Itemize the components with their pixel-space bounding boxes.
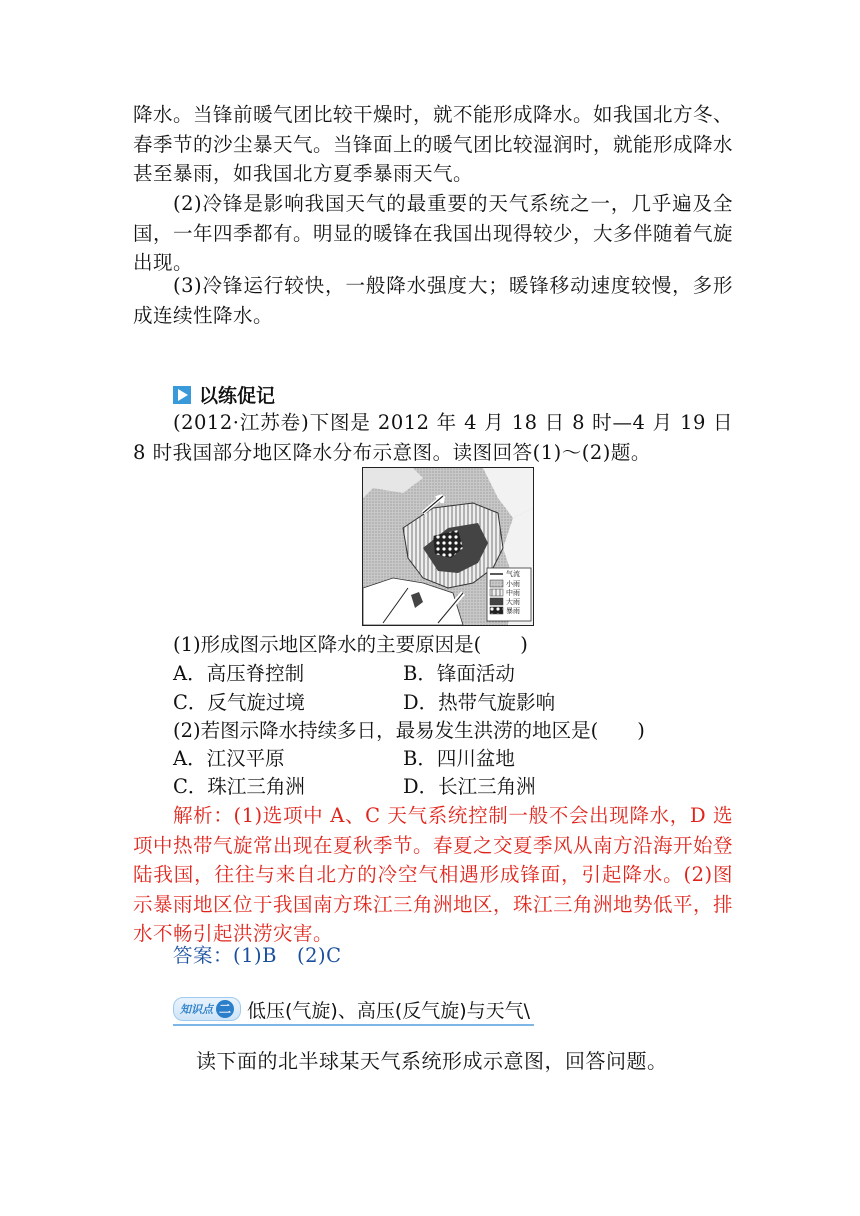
knowledge-point-badge <box>173 997 241 1021</box>
legend-light-rain-swatch <box>490 580 503 587</box>
precipitation-map-figure <box>362 467 534 626</box>
q2-stem: (2)若图示降水持续多日，最易发生洪涝的地区是( ) <box>173 719 645 742</box>
q1-stem-row <box>173 630 528 659</box>
legend-label-heavy-rain: 大雨 <box>506 598 520 606</box>
analysis-paragraph <box>133 801 733 949</box>
intro-paragraph-1: 降水。当锋前暖气团比较干燥时，就不能形成降水。如我国北方冬、春季节的沙尘暴天气。当锋面上的暖气团比较湿润时，就能形成降水甚至暴雨，如我国北方夏季暴雨天气。 <box>133 103 734 185</box>
intro-paragraph-2: (2)冷锋是影响我国天气的最重要的天气系统之一，几乎遍及全国，一年四季都有。明显的暖锋在我国出现得较少，大多伴随着气旋出现。 <box>133 192 734 274</box>
knowledge-point-number: 二 <box>216 1000 234 1018</box>
q1-option-b: B．锋面活动 <box>403 662 515 685</box>
legend-label-airflow: 气流 <box>506 570 520 578</box>
q1-option-c: C．反气旋过境 <box>173 691 305 714</box>
q2-option-c: C．珠江三角洲 <box>173 775 305 798</box>
analysis-text: (1)选项中 A、C 天气系统控制一般不会出现降水，D 选项中热带气旋常出现在夏秋季节。春夏之交夏季风从南方沿海开始登陆我国，往往与来自北方的冷空气相遇形成锋面，引起降水。(2)图示暴雨地区位于我国南方珠江三角洲地区，珠江三角洲地势低平，排水不畅引起洪涝灾害。 <box>133 804 734 945</box>
play-icon <box>173 386 191 404</box>
q1-options-row-2 <box>173 688 555 717</box>
section-title: 以练促记 <box>199 385 276 407</box>
knowledge-point-heading <box>173 994 534 1026</box>
answer-label: 答案： <box>173 944 234 967</box>
q2-stem-row <box>173 716 645 745</box>
q2-option-d: D．长江三角洲 <box>403 775 536 798</box>
legend-label-moderate-rain: 中雨 <box>506 589 520 597</box>
legend-moderate-rain-swatch <box>490 589 503 596</box>
answer-line <box>133 941 733 971</box>
precipitation-map <box>363 468 533 625</box>
closing-prompt: 读下面的北半球某天气系统形成示意图，回答问题。 <box>196 1049 668 1073</box>
q2-option-a: A．江汉平原 <box>173 747 285 770</box>
legend-rainstorm-swatch <box>490 607 503 614</box>
q1-stem: (1)形成图示地区降水的主要原因是( ) <box>173 633 528 656</box>
q1-option-d: D．热带气旋影响 <box>403 691 556 714</box>
legend-label-light-rain: 小雨 <box>506 580 520 588</box>
section-heading <box>173 381 275 408</box>
q1-option-a: A．高压脊控制 <box>173 662 305 685</box>
q2-option-b: B．四川盆地 <box>403 747 515 770</box>
q1-options-row-1 <box>173 659 515 688</box>
intro-paragraph-3: (3)冷锋运行较快，一般降水强度大；暖锋移动速度较慢，多形成连续性降水。 <box>133 274 733 327</box>
answer-text: (1)B (2)C <box>233 944 342 967</box>
q2-options-row-2 <box>173 772 536 801</box>
knowledge-point-badge-label: 知识点 <box>180 1003 213 1016</box>
q2-options-row-1 <box>173 744 515 773</box>
analysis-label: 解析： <box>173 804 234 827</box>
legend-heavy-rain-swatch <box>490 598 503 605</box>
question-stem: (2012·江苏卷)下图是 2012 年 4 月 18 日 8 时—4 月 19 日 8 时我国部分地区降水分布示意图。读图回答(1)～(2)题。 <box>133 411 733 464</box>
legend-label-rainstorm: 暴雨 <box>506 607 520 615</box>
knowledge-point-title: 低压(气旋)、高压(反气旋)与天气\ <box>247 999 531 1022</box>
